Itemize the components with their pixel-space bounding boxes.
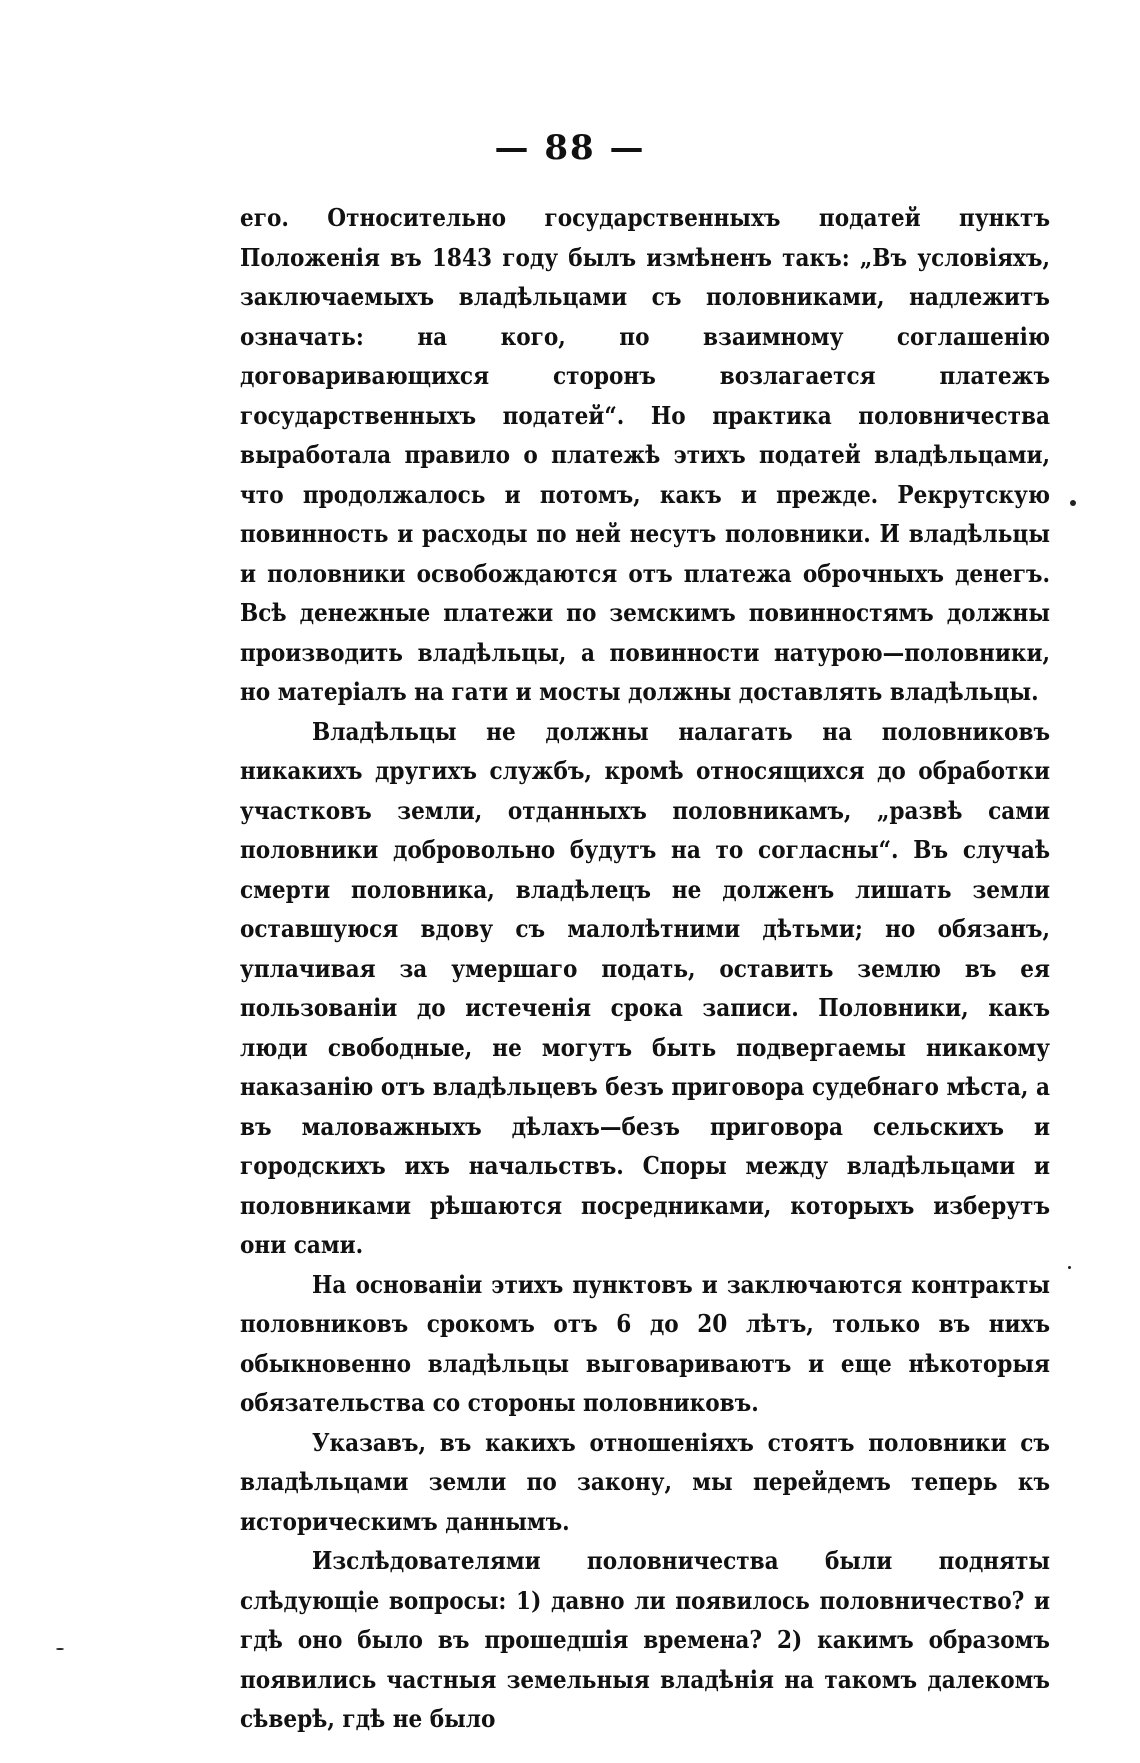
page-number: — 88 — — [494, 128, 646, 168]
print-speck — [56, 1648, 64, 1650]
paragraph-3: На основаніи этихъ пунктовъ и заключаются контракты половниковъ срокомъ отъ 6 до 20 лѣтъ, только въ нихъ обыкновенно владѣльцы выговариваютъ и еще нѣкоторыя обязательства со стороны половниковъ. — [240, 1269, 1050, 1417]
print-speck — [1070, 500, 1076, 506]
paragraph-1: его. Относительно государственныхъ податей пунктъ Положенія въ 1843 году былъ измѣненъ такъ: „Въ условіяхъ, заключаемыхъ владѣльцами съ половниками, надлежитъ означать: на кого, по взаимному соглашенію договаривающихся сторонъ возлагается платежъ государственныхъ податей“. Но практика половничества выработала правило о платежѣ этихъ податей владѣльцами, что продолжалось и потомъ, какъ и прежде. Рекрутскую повинность и расходы по ней несутъ половники. И владѣльцы и половники освобождаются отъ платежа оброчныхъ денегъ. Всѣ денежные платежи по земскимъ повинностямъ должны производить владѣльцы, а повинности натурою—половники, но матеріалъ на гати и мосты должны доставлять владѣльцы. — [240, 203, 1050, 706]
print-speck — [1068, 1266, 1071, 1269]
paragraph-5: Изслѣдователями половничества были подняты слѣдующіе вопросы: 1) давно ли появилось половничество? и гдѣ оно было въ прошедшія времена? 2) какимъ образомъ появились частныя земельныя владѣнія на такомъ далекомъ сѣверѣ, гдѣ не было — [240, 1546, 1050, 1733]
body-text — [240, 198, 1050, 1739]
paragraph-4: Указавъ, въ какихъ отношеніяхъ стоятъ половники съ владѣльцами земли по закону, мы перейдемъ теперь къ историческимъ даннымъ. — [240, 1427, 1050, 1536]
paragraph-2: Владѣльцы не должны налагать на половниковъ никакихъ другихъ службъ, кромѣ относящихся до обработки участковъ земли, отданныхъ половникамъ, „развѣ сами половники добровольно будутъ на то согласны“. Въ случаѣ смерти половника, владѣлецъ не долженъ лишать земли оставшуюся вдову съ малолѣтними дѣтьми; но обязанъ, уплачивая за умершаго подать, оставить землю въ ея пользованіи до истеченія срока записи. Половники, какъ люди свободные, не могутъ быть подвергаемы никакому наказанію отъ владѣльцевъ безъ приговора судебнаго мѣста, а въ маловажныхъ дѣлахъ—безъ приговора сельскихъ и городскихъ ихъ начальствъ. Споры между владѣльцами и половниками рѣшаются посредниками, которыхъ изберутъ они сами. — [240, 716, 1050, 1259]
